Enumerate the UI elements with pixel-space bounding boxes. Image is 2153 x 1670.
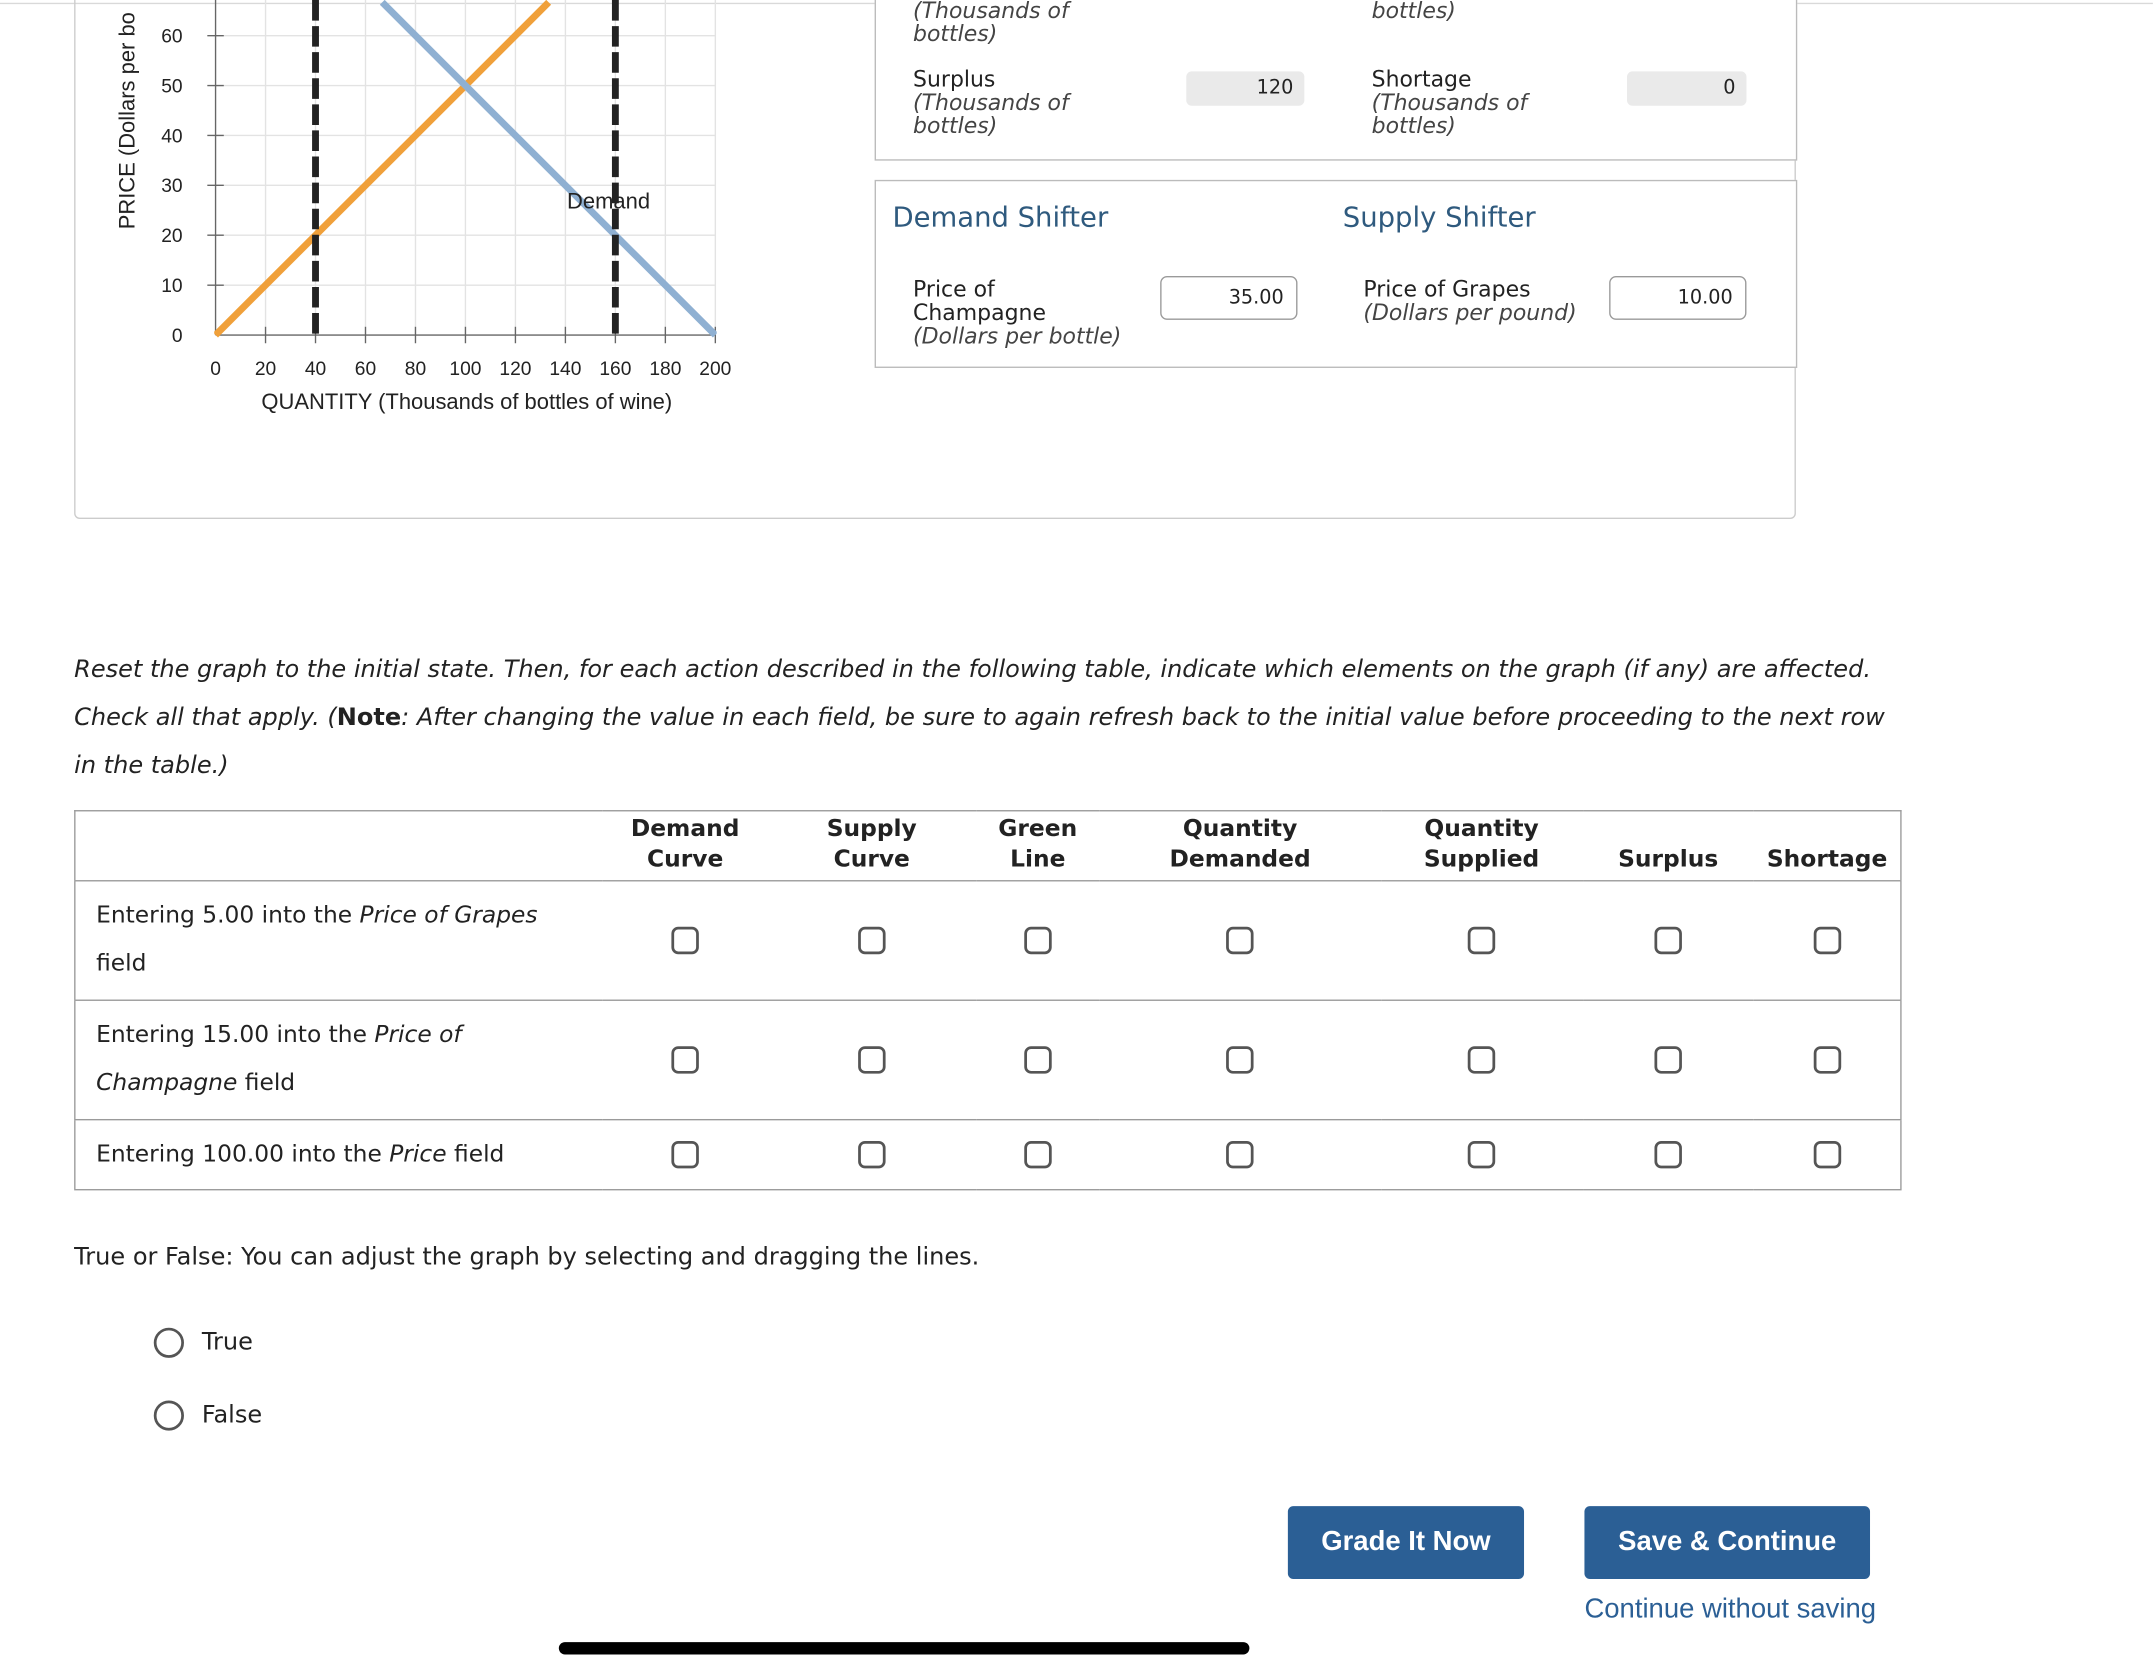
checkbox-supply-curve[interactable]	[858, 927, 885, 954]
x-tick-label: 20	[254, 358, 277, 380]
x-tick-label: 0	[210, 358, 221, 380]
checkbox-quantity-supplied[interactable]	[1468, 1046, 1495, 1073]
col-header-green-line: Green Line	[998, 815, 1078, 874]
col-header-surplus: Surplus	[1618, 845, 1719, 874]
radio-label-false: False	[201, 1401, 263, 1430]
checkbox-quantity-supplied[interactable]	[1468, 1141, 1495, 1168]
x-tick-label: 100	[449, 358, 482, 380]
y-tick-labels	[161, 27, 182, 347]
x-tick-label: 120	[499, 358, 532, 380]
radio-label-true: True	[201, 1329, 253, 1357]
y-tick-label: 20	[161, 226, 183, 248]
checkbox-supply-curve[interactable]	[858, 1046, 885, 1073]
save-and-continue-button[interactable]: Save & Continue	[1584, 1506, 1870, 1579]
top-left-sub-label: (Thousands of bottles)	[913, 0, 1069, 47]
price-of-champagne-input[interactable]	[1160, 276, 1297, 320]
x-tick-label: 180	[649, 358, 682, 380]
table-header-row	[75, 811, 1901, 881]
x-tick-labels	[210, 359, 731, 380]
table-row	[75, 1000, 1901, 1119]
instructions-part-2: : After changing the value in each field, be sure to again refresh back to the initial value before proceeding to the next row in the table.)	[74, 704, 1885, 780]
checkbox-quantity-demanded[interactable]	[1226, 1046, 1253, 1073]
x-tick-label: 140	[549, 358, 582, 380]
checkbox-green-line[interactable]	[1024, 1046, 1051, 1073]
y-tick-label: 10	[161, 275, 183, 297]
checkbox-quantity-demanded[interactable]	[1226, 1141, 1253, 1168]
col-header-shortage: Shortage	[1766, 845, 1888, 874]
checkbox-supply-curve[interactable]	[858, 1141, 885, 1168]
radio-option-false[interactable]	[154, 1400, 262, 1430]
surplus-value: 120	[1186, 71, 1304, 105]
checkbox-quantity-supplied[interactable]	[1468, 927, 1495, 954]
row-description: Entering 5.00 into the Price of Grapes field	[96, 902, 538, 978]
col-header-supply-curve: Supply Curve	[826, 815, 917, 874]
checkbox-demand-curve[interactable]	[671, 1046, 698, 1073]
table-row	[75, 1120, 1901, 1190]
checkbox-green-line[interactable]	[1024, 927, 1051, 954]
table-row	[75, 881, 1901, 1000]
shortage-label-group	[1372, 67, 1578, 137]
top-right-sub-label: bottles)	[1371, 0, 1456, 24]
checkbox-shortage[interactable]	[1813, 1046, 1840, 1073]
x-tick-label: 60	[354, 358, 377, 380]
x-tick-label: 200	[699, 358, 732, 380]
radio-option-true[interactable]	[154, 1328, 253, 1358]
horizontal-scrollbar[interactable]	[559, 1642, 1250, 1654]
demand-shifter-title: Demand Shifter	[892, 200, 1109, 234]
y-tick-label: 30	[161, 176, 183, 198]
instructions-part-1: Reset the graph to the initial state. Then, for each action described in the following table, indicate which elements on the graph (if any) are affected. Check all that apply. (	[74, 656, 1871, 732]
supply-demand-graph[interactable]	[0, 0, 824, 439]
checkbox-shortage[interactable]	[1813, 1141, 1840, 1168]
x-axis-label: QUANTITY (Thousands of bottles of wine)	[261, 389, 673, 415]
price-of-grapes-label: Price of Grapes	[1363, 275, 1531, 303]
instructions-text	[74, 647, 1914, 791]
checkbox-surplus[interactable]	[1654, 1046, 1681, 1073]
row-description: Entering 100.00 into the Price field	[96, 1140, 505, 1168]
col-header-quantity-demanded: Quantity Demanded	[1169, 815, 1311, 874]
supply-shifter-label-group	[1363, 277, 1603, 324]
y-tick-label: 50	[161, 76, 183, 98]
shortage-value: 0	[1627, 71, 1746, 105]
price-of-grapes-input[interactable]	[1609, 276, 1746, 320]
checkbox-demand-curve[interactable]	[671, 1141, 698, 1168]
true-false-question: True or False: You can adjust the graph by selecting and dragging the lines.	[74, 1243, 980, 1272]
grid-lines	[216, 0, 716, 335]
grade-it-now-button[interactable]: Grade It Now	[1288, 1506, 1524, 1579]
affected-elements-table	[74, 810, 1901, 1190]
checkbox-surplus[interactable]	[1654, 927, 1681, 954]
x-tick-label: 40	[304, 358, 327, 380]
radio-circle-icon[interactable]	[154, 1328, 184, 1358]
price-of-grapes-unit: (Dollars per pound)	[1363, 299, 1577, 326]
shortage-unit: (Thousands of bottles)	[1371, 89, 1528, 139]
checkbox-green-line[interactable]	[1024, 1141, 1051, 1168]
checkbox-shortage[interactable]	[1813, 927, 1840, 954]
col-header-quantity-supplied: Quantity Supplied	[1423, 815, 1540, 874]
shortage-label: Shortage	[1371, 65, 1472, 92]
checkbox-quantity-demanded[interactable]	[1226, 927, 1253, 954]
continue-without-saving-link[interactable]: Continue without saving	[1584, 1594, 1877, 1625]
instructions-note-label: Note	[336, 704, 402, 732]
y-axis-label: PRICE (Dollars per bo	[114, 12, 140, 230]
demand-curve-label: Demand	[567, 188, 651, 214]
x-tick-label: 80	[404, 358, 427, 380]
x-tick-label: 160	[599, 358, 632, 380]
surplus-label-group	[913, 67, 1119, 137]
row-description: Entering 15.00 into the Price of Champagne field	[96, 1021, 462, 1098]
y-tick-label: 0	[171, 325, 183, 347]
y-tick-label: 40	[161, 126, 183, 148]
surplus-label: Surplus	[913, 65, 996, 92]
checkbox-demand-curve[interactable]	[671, 927, 698, 954]
table-header-action	[75, 811, 603, 881]
col-header-demand-curve: Demand Curve	[630, 815, 740, 874]
supply-shifter-title: Supply Shifter	[1342, 200, 1536, 234]
checkbox-surplus[interactable]	[1654, 1141, 1681, 1168]
axes	[207, 0, 715, 343]
y-tick-label: 60	[161, 26, 183, 48]
demand-shifter-label-group	[913, 277, 1153, 347]
price-of-champagne-unit: (Dollars per bottle)	[913, 322, 1122, 349]
radio-circle-icon[interactable]	[154, 1400, 184, 1430]
price-of-champagne-label: Price of Champagne	[913, 275, 1046, 326]
surplus-unit: (Thousands of bottles)	[913, 89, 1069, 139]
